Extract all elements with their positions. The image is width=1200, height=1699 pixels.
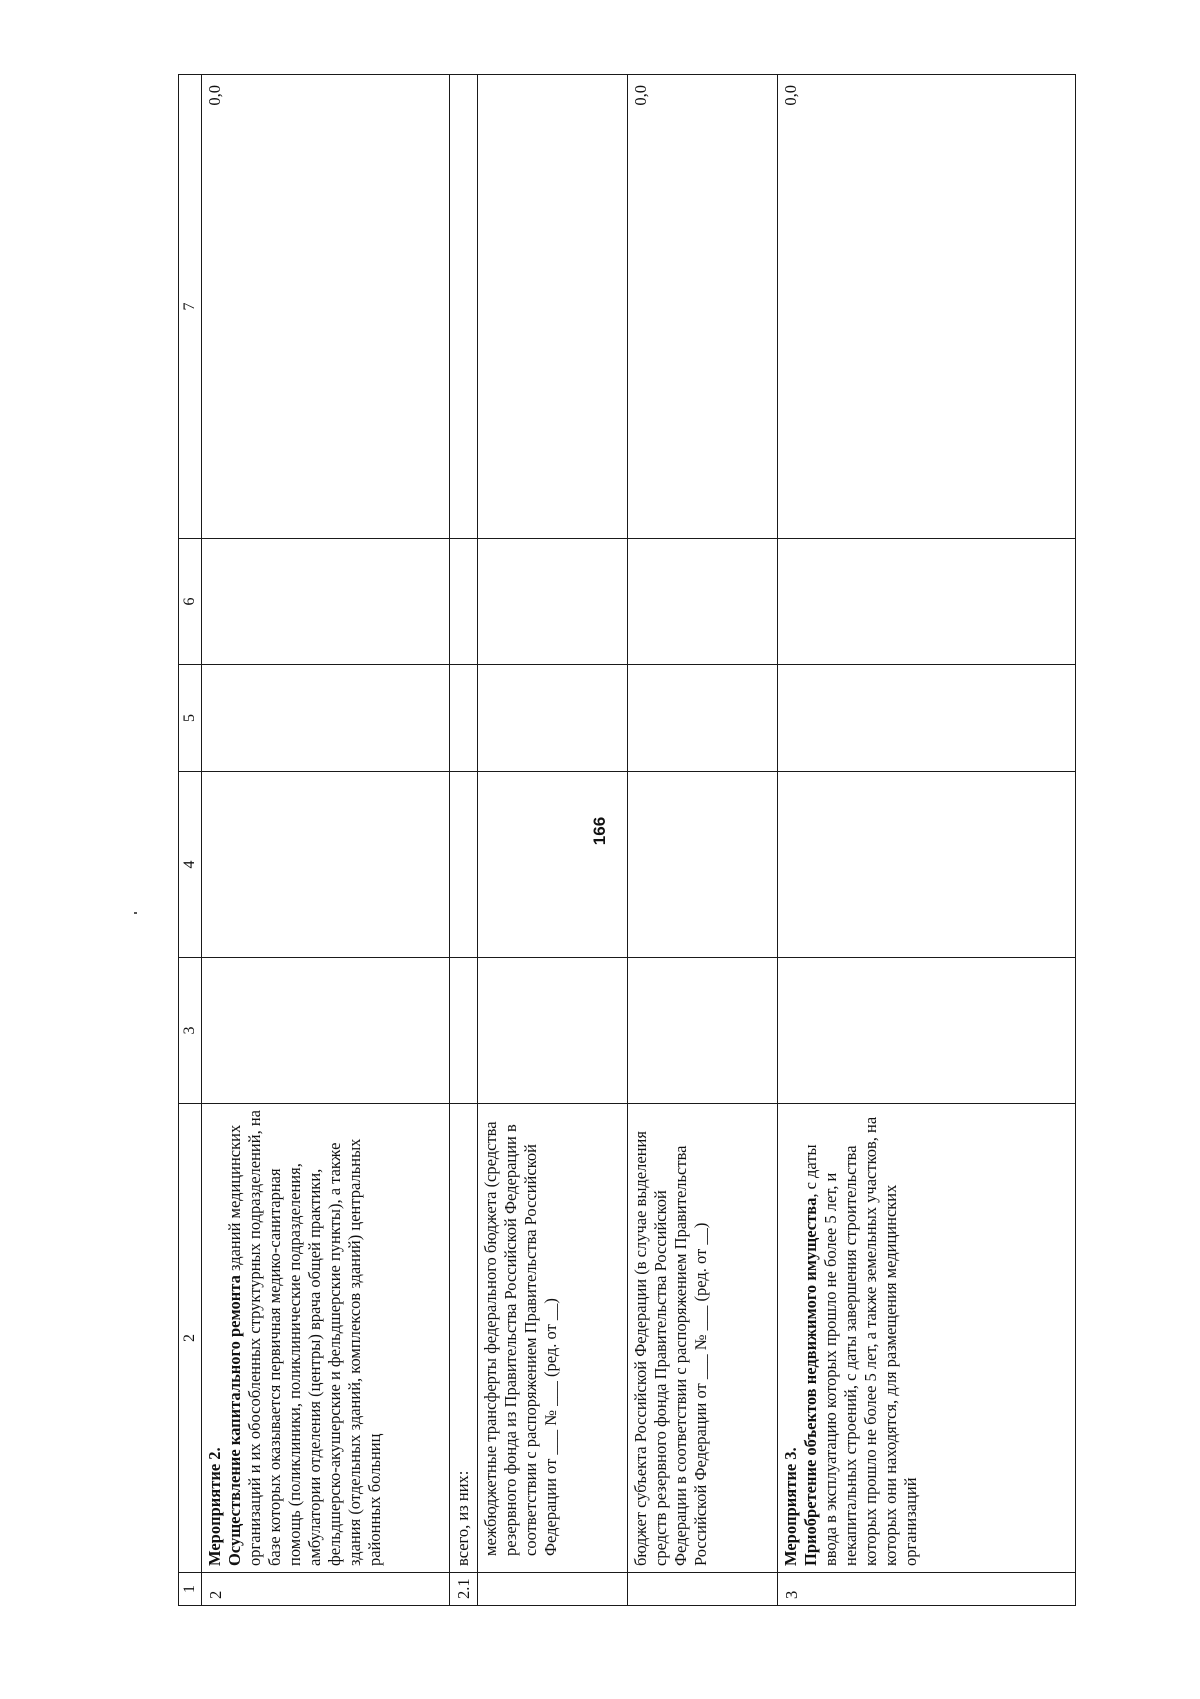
rotated-table <box>178 75 1076 1606</box>
row-value <box>450 75 478 539</box>
table-cell <box>778 958 1076 1104</box>
table-cell <box>778 539 1076 665</box>
table-cell <box>628 539 778 665</box>
header-cell: 5 <box>179 665 202 772</box>
row-bold-text: Приобретение объектов недвижимого имущества <box>801 1197 820 1566</box>
table-cell <box>202 539 450 665</box>
row-description: всего, из них: <box>450 1104 478 1573</box>
table-row <box>628 75 778 1606</box>
row-value: 0,0 <box>202 75 450 539</box>
row-description: межбюджетные трансферты федерального бюджета (средства резервного фонда из Правительства Российской Федерации в соответствии с распоряжением Правительства Российской Федерации от ___ № ___ (ред. от __) <box>478 1104 628 1573</box>
table-cell <box>450 958 478 1104</box>
table-cell <box>628 958 778 1104</box>
table-cell <box>778 772 1076 958</box>
table-row <box>450 75 478 1606</box>
row-text: зданий медицинских организаций и их обособленных структурных подразделений, на базе которых оказывается первичная медико-санитарная помощь (поликлиники, поликлинические подразделения, амбулатории отделения (центры) врача общей практики, фельдшерско-акушерские и фельдшерские пункты), а также здания (отдельных зданий, комплексов зданий) центральных районных больниц <box>225 1110 384 1566</box>
row-description <box>202 1104 450 1573</box>
table-row <box>478 75 628 1606</box>
row-value <box>478 75 628 539</box>
row-description <box>778 1104 1076 1573</box>
table-row <box>202 75 450 1606</box>
row-bold-text: Осуществление капитального ремонта <box>225 1275 244 1566</box>
table-cell <box>450 772 478 958</box>
header-cell: 6 <box>179 539 202 665</box>
row-value: 0,0 <box>778 75 1076 539</box>
table-cell <box>450 665 478 772</box>
table-cell <box>478 958 628 1104</box>
table-cell <box>778 665 1076 772</box>
row-number: 2.1 <box>450 1573 478 1606</box>
row-text: , с даты ввода в эксплуатацию которых прошло не более 5 лет, и некапитальных строений, с даты завершения строительства которых прошло не более 5 лет, а также земельных участков, на которых они находятся, для размещения медицинских организаций <box>801 1116 920 1566</box>
header-cell: 1 <box>179 1573 202 1606</box>
header-cell: 4 <box>179 772 202 958</box>
header-cell: 2 <box>179 1104 202 1573</box>
page-number: 166 <box>590 816 609 846</box>
table-cell <box>478 772 628 958</box>
header-cell: 3 <box>179 958 202 1104</box>
table-cell <box>628 665 778 772</box>
table-cell <box>450 539 478 665</box>
header-row <box>179 75 202 1606</box>
table-cell <box>628 772 778 958</box>
table-cell <box>478 665 628 772</box>
row-title: Мероприятие 2. <box>205 1447 224 1566</box>
header-cell: 7 <box>179 75 202 539</box>
table-cell <box>202 958 450 1104</box>
scan-speck <box>134 912 137 914</box>
table-cell <box>202 772 450 958</box>
row-number: 3 <box>778 1573 1076 1606</box>
row-number: 2 <box>202 1573 450 1606</box>
row-number <box>478 1573 628 1606</box>
row-number <box>628 1573 778 1606</box>
table-cell <box>202 665 450 772</box>
table-cell <box>478 539 628 665</box>
table-row <box>778 75 1076 1606</box>
row-title: Мероприятие 3. <box>781 1447 800 1566</box>
data-table <box>178 74 1076 1606</box>
row-value: 0,0 <box>628 75 778 539</box>
row-description: бюджет субъекта Российской Федерации (в случае выделения средств резервного фонда Правительства Российской Федерации в соответствии с распоряжением Правительства Российской Федерации от ___ № ___ (ред. от __) <box>628 1104 778 1573</box>
